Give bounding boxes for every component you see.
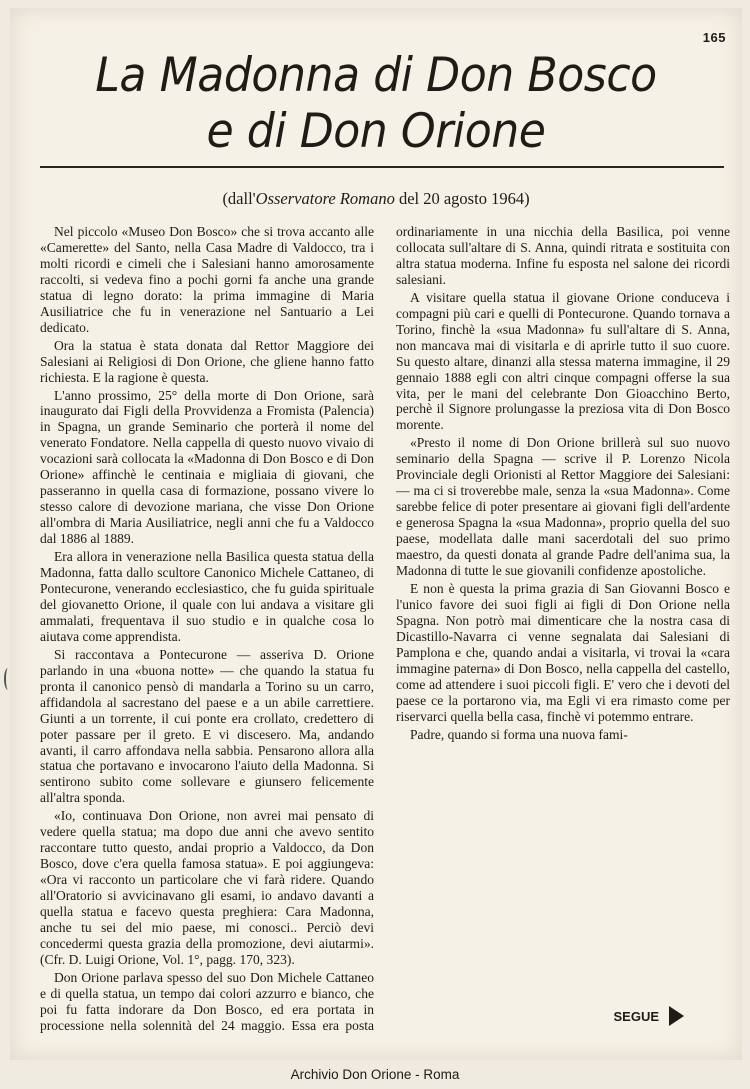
page-number: 165 [702, 30, 726, 45]
continue-label: SEGUE [613, 1008, 659, 1024]
paragraph: «Io, continuava Don Orione, non avrei mai pensato di vedere quella statua; ma dopo due anni che avevo sentito raccontare tutto questo, andai proprio a Valdocco, da Don Bosco, dove c'era quella famosa statua». E poi aggiungeva: «Ora vi racconto un particolare che vi farà ridere. Quando all'Oratorio si avvicinavano gli esami, io andavo davanti a quella statua e facevo questa preghiera: Cara Madonna, anche tu sei del mio paese, mi conosci.. Perciò devi concedermi questa grazia della promozione, devi aiutarmi». (Cfr. D. Luigi Orione, Vol. 1°, pagg. 170, 323). [40, 808, 374, 967]
paragraph: A visitare quella statua il giovane Orione conduceva i compagni più cari e quelli di Pontecurone. Quando tornava a Torino, finchè la «sua Madonna» fu sull'altare di S. Anna, non mancava mai di visitarla e di aprirle tutto il suo cuore. Su questo altare, dinanzi alla stessa materna immagine, il 29 gennaio 1888 egli con altri cinque compagni offerse la sua vita, per le mani del celebrante Don Gioacchino Berto, perchè il Signore prolungasse la preziosa vita di Don Bosco morente. [396, 289, 730, 433]
paragraph: Era allora in venerazione nella Basilica questa statua della Madonna, fatta dallo scultore Canonico Michele Cattaneo, di Pontecurone, venerando ecclesiastico, che fu guida spirituale del giovanetto Orione, il quale con lui andava a visitare gli ammalati, frequentava il suo studio e in qualche cosa lo aiutava come apprendista. [40, 549, 374, 644]
source-name: Osservatore Romano [255, 189, 395, 208]
paragraph: Padre, quando si forma una nuova fami- [410, 726, 628, 742]
paragraph: E non è questa la prima grazia di San Giovanni Bosco e l'unico favore dei suoi figli ai figli di Don Orione nella Spagna. Non potrò mai dimenticare che la nostra casa di Dicastillo-Navarra ci venne segnalata dai Salesiani di Pamplona e che, quando andai a visitarla, vi trovai la «cara immagine paterna» di Don Bosco, nella cappella del castello, come ad attendere i suoi piccoli figli. E' vero che i devoti del paese ce la portarono via, ma Egli vi era rimasto come per riservarci quella bella casa, finchè vi potemmo entrare. [396, 580, 730, 724]
paragraph: «Presto il nome di Don Orione brillerà sul suo nuovo seminario della Spagna — scrive il P. Lorenzo Nicola Provinciale degli Orionisti al Rettor Maggiore dei Salesiani: — ma ci si troverebbe male, senza la «sua Madonna». Come sarebbe felice di poter presentare ai giovani figli dell'ardente e generosa Spagna la «sua Madonna», proprio quella del suo paese, modellata dalle mani sacerdotali del suo primo maestro, da questi donata al grande Padre dell'anima sua, la Madonna di tutte le sue giovanili confidenze apostoliche. [396, 435, 730, 579]
source-prefix: (dall' [222, 189, 256, 208]
paragraph: L'anno prossimo, 25° della morte di Don Orione, sarà inaugurato dai Figli della Provvidenza a Fromista (Palencia) in Spagna, un grande Seminario che porterà il nome del venerato Fondatore. Nella cappella di questo nuovo vivaio di vocazioni sarà collocata la «Madonna di Don Bosco e di Don Orione» affinchè le centinaia e migliaia di giovani, che passeranno in quella casa di formazione, possano vivere lo stesso calore di devozione mariana, che visse Don Orione all'ombra di Maria Ausiliatrice, negli anni che fu a Valdocco dal 1886 al 1889. [40, 387, 374, 547]
source-suffix: del 20 agosto 1964) [394, 189, 530, 208]
title-line-2: e di Don Orione [206, 104, 546, 159]
article-body [40, 224, 730, 1044]
archive-footer: Archivio Don Orione - Roma [290, 1067, 460, 1082]
arrow-right-icon [669, 1006, 684, 1026]
paragraph: Don Orione parlava spesso del suo Don Michele Cattaneo e di quella statua, un tempo dai colori azzurro e bianco, che poi fu fatta indorare da Don Bosco, ed era portata in processione nella solennità del 24 maggio. Essa era posta ordinariamente in una nicchia della Basilica, poi venne collocata sull'altare di S. Anna, quindi ritrata e sostituita con altra statua moderna. Infine fu esposta nel salone dei ricordi salesiani. [40, 224, 730, 1033]
title-line-1: La Madonna di Don Bosco [95, 48, 657, 103]
article-title [32, 48, 720, 160]
margin-bracket-mark [4, 668, 12, 690]
paragraph: Nel piccolo «Museo Don Bosco» che si trova accanto alle «Camerette» del Santo, nella Casa Madre di Valdocco, tra i molti ricordi e cimeli che i Salesiani hanno amorosamente raccolti, si vedeva fino a pochi gorni fa anche una grande statua di legno dorato: la prima immagine di Maria Ausiliatrice che fu in venerazione nel Santuario a Lei dedicato. [40, 224, 374, 335]
document-page [10, 8, 742, 1060]
paragraph: Ora la statua è stata donata dal Rettor Maggiore dei Salesiani ai Religiosi di Don Orione, che gliene hanno fatto richiesta. E la ragione è questa. [40, 337, 374, 385]
continue-marker [613, 1006, 684, 1026]
paragraph: Si raccontava a Pontecurone — asseriva D. Orione parlando in una «buona notte» — che quando la statua fu pronta il canonico pensò di mandarla a Torino su un carro, affidandola al sacrestano del paese e a un abile carrettiere. Giunti a un torrente, il cui ponte era crollato, credettero di poter passare per il greto. E vi discesero. Ma, andando avanti, il carro affondava nella sabbia. Pensarono allora alla statua che portavano e invocarono l'aiuto della Madonna. Si sentirono subito come sollevare e giunsero felicemente all'altra sponda. [40, 646, 374, 806]
title-divider [40, 166, 724, 168]
article-source-line [10, 189, 742, 209]
